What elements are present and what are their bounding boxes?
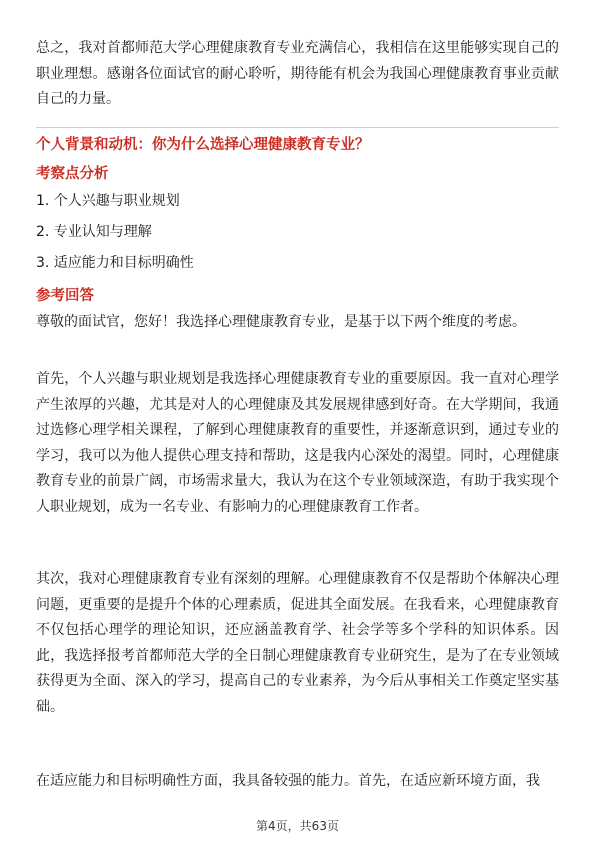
answer-paragraph: 首先，个人兴趣与职业规划是我选择心理健康教育专业的重要原因。我一直对心理学产生浓厚的兴趣，尤其是对人的心理健康及其发展规律感到好奇。在大学期间，我通过选修心理学相关课程，了解到心理健康教育的重要性，并逐渐意识到，通过专业的学习，我可以为他人提供心理支持和帮助，这是我内心深处的渴望。同时，心理健康教育专业的前景广阔，市场需求量大，我认为在这个专业领域深造，有助于我实现个人职业规划，成为一名专业、有影响力的心理健康教育工作者。 xyxy=(36,371,559,515)
section-divider xyxy=(36,127,559,128)
answer-paragraph: 尊敬的面试官，您好！我选择心理健康教育专业，是基于以下两个维度的考虑。 xyxy=(36,314,526,330)
answer-paragraph: 在适应能力和目标明确性方面，我具备较强的能力。首先，在适应新环境方面，我 xyxy=(36,773,540,789)
analysis-point: 3. 适应能力和目标明确性 xyxy=(36,255,194,271)
page-number: 第4页，共63页 xyxy=(256,819,339,833)
analysis-point: 2. 专业认知与理解 xyxy=(36,224,152,240)
answer-title: 参考回答 xyxy=(36,288,94,304)
analysis-points xyxy=(36,188,194,281)
answer-paragraph: 其次，我对心理健康教育专业有深刻的理解。心理健康教育不仅是帮助个体解决心理问题，更重要的是提升个体的心理素质，促进其全面发展。在我看来，心理健康教育不仅包括心理学的理论知识，还应涵盖教育学、社会学等多个学科的知识体系。因此，我选择报考首都师范大学的全日制心理健康教育专业研究生，是为了在专业领域获得更为全面、深入的学习，提高自己的专业素养，为今后从事相关工作奠定坚实基础。 xyxy=(36,571,559,715)
analysis-title: 考察点分析 xyxy=(36,166,109,182)
question-heading: 个人背景和动机：你为什么选择心理健康教育专业？ xyxy=(36,137,370,153)
intro-paragraph: 总之，我对首都师范大学心理健康教育专业充满信心，我相信在这里能够实现自己的职业理想。感谢各位面试官的耐心聆听，期待能有机会为我国心理健康教育事业贡献自己的力量。 xyxy=(36,40,559,107)
analysis-point: 1. 个人兴趣与职业规划 xyxy=(36,193,180,209)
